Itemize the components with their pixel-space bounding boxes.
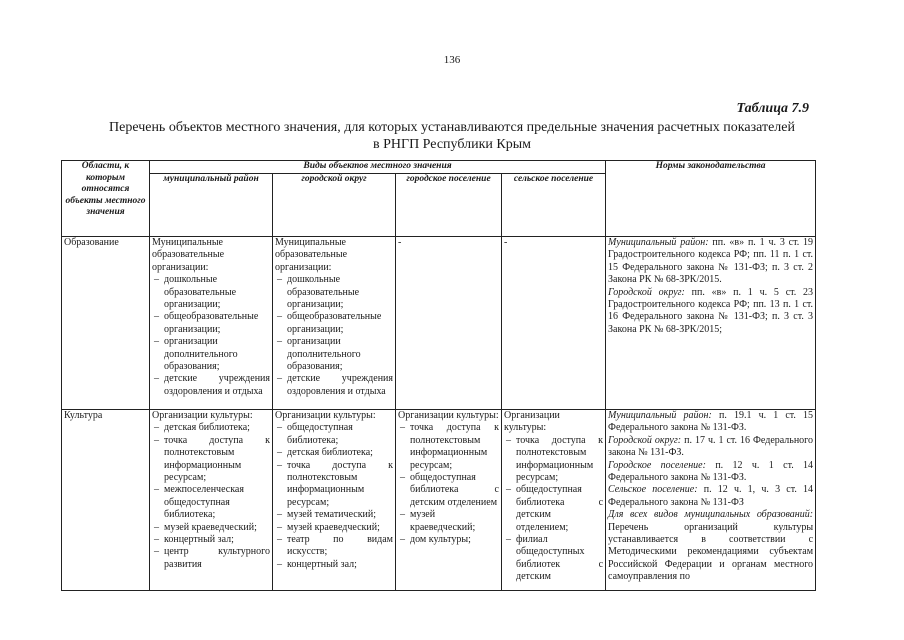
- norm-label: Городское поселение:: [608, 459, 706, 471]
- object-list: [398, 422, 499, 546]
- area-cell: Культура: [62, 410, 150, 591]
- norm-entry: [608, 509, 813, 583]
- city-cell: [273, 410, 396, 591]
- norms-cell: [606, 410, 816, 591]
- norm-text: п. 12 ч. 1 ст. 14 Федерального закона № 131-ФЗ.: [608, 459, 814, 484]
- cell-intro: Организации культуры:: [275, 410, 376, 421]
- list-item: – дошкольные образовательные организации;: [152, 274, 270, 311]
- table-title-line-1: Перечень объектов местного значения, для которых устанавливаются предельные значения расчетных показателей: [109, 120, 795, 135]
- list-item: – организации дополнительного образования;: [152, 336, 270, 373]
- header-row: [62, 161, 816, 174]
- list-item: – филиал общедоступных библиотек с детским: [504, 534, 603, 584]
- norm-label: Городской округ:: [608, 286, 685, 298]
- municipal-cell: [150, 237, 273, 410]
- page-number: 136: [443, 54, 461, 66]
- object-list: [275, 422, 393, 571]
- list-item: – точка доступа к полнотекстовым информационным ресурсам;: [275, 460, 393, 510]
- list-item: – точка доступа к полнотекстовым информационным ресурсам;: [504, 435, 603, 485]
- objects-table: [61, 160, 816, 591]
- list-item: – точка доступа к полнотекстовым информационным ресурсам;: [398, 422, 499, 472]
- list-item: – музей краеведческий;: [398, 509, 499, 534]
- header-norms: Нормы законодательства: [606, 161, 816, 237]
- list-item: – общеобразовательные организации;: [275, 311, 393, 336]
- list-item: – концертный зал;: [152, 534, 270, 546]
- norm-text: п. 12 ч. 1, ч. 3 ст. 14 Федерального закона № 131-ФЗ: [608, 484, 814, 508]
- list-item: – дошкольные образовательные организации;: [275, 274, 393, 311]
- cell-intro: Муниципальные образовательные организации:: [152, 237, 225, 273]
- norm-entry: [608, 460, 813, 485]
- table-title: [40, 119, 864, 153]
- table-title-line-2: в РНГП Республики Крым: [372, 137, 532, 152]
- city-cell: [273, 237, 396, 410]
- object-list: [152, 422, 270, 571]
- list-item: – детская библиотека;: [152, 422, 270, 434]
- list-item: – театр по видам искусств;: [275, 534, 393, 559]
- norm-label: Муниципальный район:: [608, 237, 709, 248]
- norm-text: п. 17 ч. 1 ст. 16 Федерального закона № 131-ФЗ.: [608, 434, 814, 459]
- table-row-education: [62, 237, 816, 410]
- norm-entry: [608, 484, 813, 509]
- norm-text: пп. «в» п. 1 ч. 5 ст. 23 Градостроительного кодекса РФ; пп. 13 п. 1 ст. 16 Федерального закона № 131-ФЗ; п. 3 ст. 3 Закона РК № 68-ЗРК/2015;: [608, 286, 814, 335]
- list-item: – общедоступная библиотека с детским отделением: [398, 472, 499, 509]
- list-item: – музей краеведческий;: [275, 522, 393, 534]
- norm-text: п. 19.1 ч. 1 ст. 15 Федерального закона № 131-ФЗ.: [608, 410, 814, 434]
- list-item: – межпоселенческая общедоступная библиотека;: [152, 484, 270, 521]
- object-list: [275, 274, 393, 398]
- rural-cell: [502, 410, 606, 591]
- header-city-district: городской округ: [273, 174, 396, 237]
- cell-intro: -: [398, 237, 402, 248]
- list-item: – центр культурного развития: [152, 546, 270, 571]
- list-item: – организации дополнительного образования;: [275, 336, 393, 373]
- urban-cell: [396, 410, 502, 591]
- header-types: Виды объектов местного значения: [150, 161, 606, 174]
- norm-label: Для всех видов муниципальных образований:: [608, 509, 814, 521]
- cell-intro: Организации культуры:: [504, 410, 560, 434]
- header-rural-settlement: сельское поселение: [502, 174, 606, 237]
- object-list: [152, 274, 270, 398]
- cell-intro: Организации культуры:: [398, 410, 499, 421]
- cell-intro: -: [504, 237, 508, 248]
- norm-text: Перечень организаций культуры устанавливается в соответствии с Методическими рекомендациями субъектам Российской Федерации и органам местного самоуправления по: [608, 521, 814, 583]
- norm-label: Муниципальный район:: [608, 410, 712, 421]
- object-list: [504, 435, 603, 584]
- list-item: – детские учреждения оздоровления и отдыха: [152, 373, 270, 398]
- list-item: – музей краеведческий;: [152, 522, 270, 534]
- cell-intro: Организации культуры:: [152, 410, 253, 421]
- header-urban-settlement: городское поселение: [396, 174, 502, 237]
- list-item: – детские учреждения оздоровления и отдыха: [275, 373, 393, 398]
- norm-label: Сельское поселение:: [608, 484, 698, 496]
- municipal-cell: [150, 410, 273, 591]
- area-cell: Образование: [62, 237, 150, 410]
- urban-cell: [396, 237, 502, 410]
- header-areas: Области, к которым относятся объекты местного значения: [62, 161, 150, 237]
- norm-entry: [608, 237, 813, 287]
- table-label: Таблица 7.9: [736, 101, 809, 116]
- rural-cell: [502, 237, 606, 410]
- list-item: – общеобразовательные организации;: [152, 311, 270, 336]
- norm-label: Городской округ:: [608, 434, 682, 446]
- list-item: – концертный зал;: [275, 559, 393, 571]
- header-municipal-district: муниципальный район: [150, 174, 273, 237]
- list-item: – общедоступная библиотека с детским отделением;: [504, 484, 603, 534]
- norm-entry: [608, 287, 813, 337]
- list-item: – дом культуры;: [398, 534, 499, 546]
- list-item: – точка доступа к полнотекстовым информационным ресурсам;: [152, 435, 270, 485]
- list-item: – общедоступная библиотека;: [275, 422, 393, 447]
- norm-text: пп. «в» п. 1 ч. 3 ст. 19 Градостроительного кодекса РФ; пп. 11 п. 1 ст. 15 Федерального закона № 131-ФЗ; п. 3 ст. 2 Закона РК № 68-ЗРК/2015.: [608, 237, 814, 286]
- table-row-culture: [62, 410, 816, 591]
- norm-entry: [608, 410, 813, 435]
- norm-entry: [608, 435, 813, 460]
- norms-cell: [606, 237, 816, 410]
- list-item: – музей тематический;: [275, 509, 393, 521]
- list-item: – детская библиотека;: [275, 447, 393, 459]
- cell-intro: Муниципальные образовательные организации:: [275, 237, 348, 273]
